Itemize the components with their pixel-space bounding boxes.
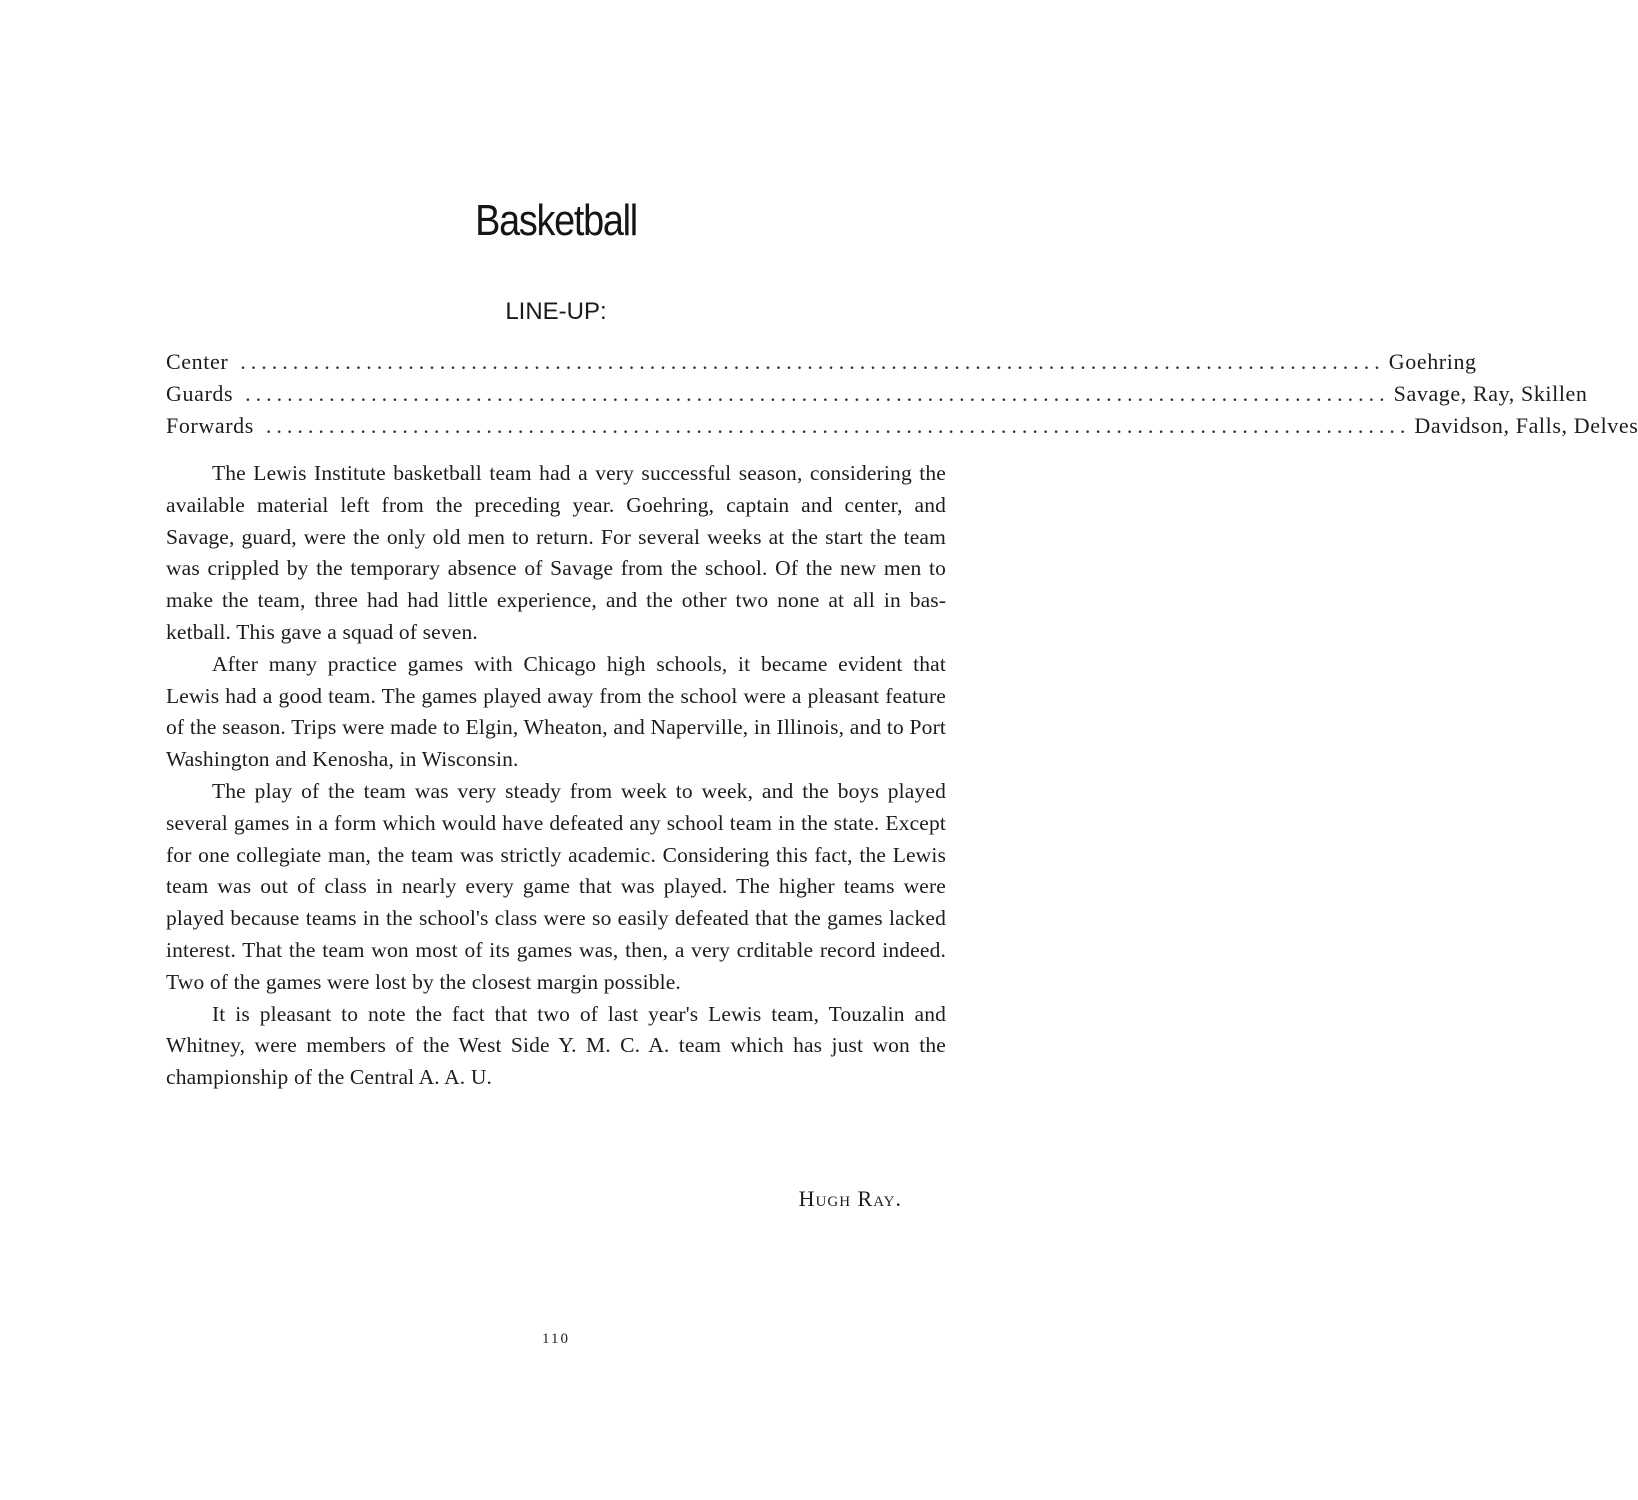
- page-number: 110: [542, 1331, 570, 1347]
- paragraph: The play of the team was very steady from week to week, and the boys played several games in a form which would have defeated any school team in the state. Except for one collegiate man, the team was strictly academic. Considering this fact, the Lewis team was out of class in nearly every game that was played. The higher teams were played because teams in the school's class were so easily defeated that the games lacked interest. That the team won most of its games was, then, a very crditable record indeed. Two of the games were lost by the closest margin possible.: [166, 778, 946, 994]
- lineup-list: [166, 349, 1638, 445]
- lineup-players: Savage, Ray, Skillen: [1393, 381, 1588, 406]
- lineup-heading: LINE-UP:: [505, 298, 607, 325]
- lineup-row-guards: [166, 381, 1588, 413]
- lineup-row-forwards: [166, 413, 1638, 445]
- article-body: [166, 458, 946, 1094]
- lineup-players: Goehring: [1388, 349, 1477, 374]
- dot-leader: .............................................................................................................: [240, 349, 1385, 374]
- lineup-position: Forwards: [166, 413, 254, 438]
- dot-leader: .............................................................................................................: [265, 413, 1411, 438]
- paragraph: It is pleasant to note the fact that two of last year's Lewis team, Touzalin and Whitney, were members of the West Side Y. M. C. A. team which has just won the championship of the Central A. A. U.: [166, 1001, 946, 1090]
- lineup-row-center: [166, 349, 1477, 381]
- lineup-players: Davidson, Falls, Delves: [1414, 413, 1638, 438]
- paragraph: After many practice games with Chicago high schools, it became evident that Lewis had a good team. The games played away from the school were a pleasant feature of the season. Trips were made to Elgin, Wheaton, and Naperville, in Illinois, and to Port Washington and Kenosha, in Wisconsin.: [166, 651, 946, 772]
- lineup-position: Guards: [166, 381, 234, 406]
- lineup-position: Center: [166, 349, 229, 374]
- page-title: Basketball: [475, 196, 637, 245]
- dot-leader: .............................................................................................................: [245, 381, 1390, 406]
- author-signature: Hugh Ray.: [798, 1186, 902, 1211]
- paragraph: The Lewis Institute basketball team had a very successful season, considering the available material left from the preceding year. Goehring, captain and center, and Savage, guard, were the only old men to return. For several weeks at the start the team was crippled by the temporary absence of Savage from the school. Of the new men to make the team, three had had little experience, and the other two none at all in basketball. This gave a squad of seven.: [166, 461, 946, 644]
